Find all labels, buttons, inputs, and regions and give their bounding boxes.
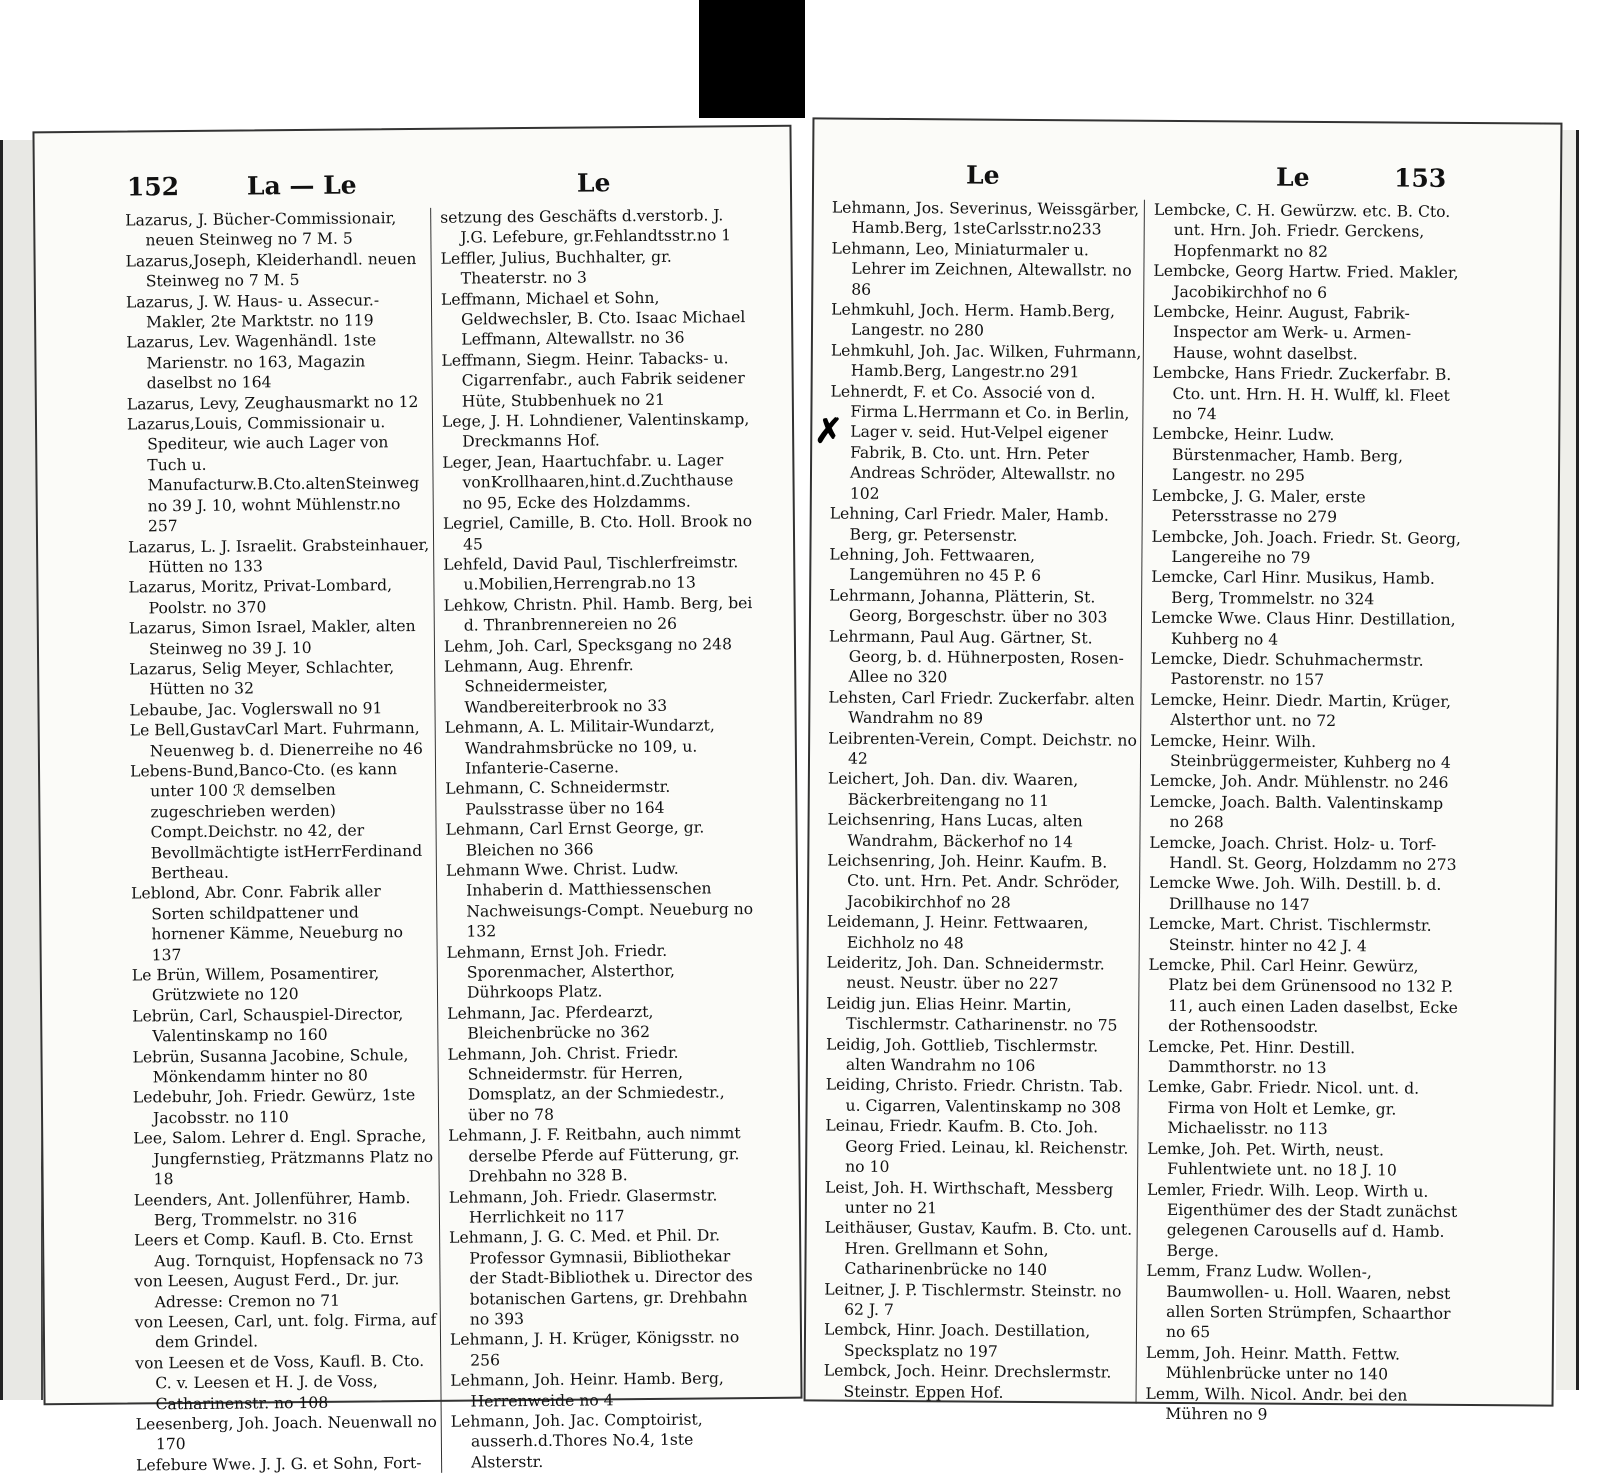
directory-entry: Lembcke, Hans Friedr. Zuckerfabr. B. Cto. unt. Hrn. H. H. Wulff, kl. Fleet no 74: [1152, 364, 1452, 424]
directory-entry: Lehmann Wwe. Christ. Ludw. Inhaberin d. Matthiessenschen Nachweisungs-Compt. Neueburg no 132: [445, 859, 754, 941]
directory-entry: Leitner, J. P. Tischlermstr. Steinstr. no 62 J. 7: [824, 1280, 1122, 1319]
directory-entry: Lebrün, Susanna Jacobine, Schule, Mönkendamm hinter no 80: [132, 1045, 409, 1087]
directory-entry: Lehmann, Jac. Pferdearzt, Bleichenbrücke no 362: [447, 1002, 654, 1043]
directory-entry: Leiding, Christo. Friedr. Christn. Tab. u. Cigarren, Valentinskamp no 308: [825, 1075, 1124, 1117]
spine-shadow: [699, 0, 805, 118]
directory-entry: Lazarus, Lev. Wagenhändl. 1ste Marienstr. no 163, Magazin daselbst no 164: [126, 331, 377, 393]
directory-entry: Lemcke Wwe. Joh. Wilh. Destill. b. d. Drillhause no 147: [1149, 874, 1442, 914]
directory-entry: Le Bell,GustavCarl Mart. Fuhrmann, Neuenweg b. d. Dienerreihe no 46: [129, 719, 424, 760]
directory-entry: Lemm, Franz Ludw. Wollen-, Baumwollen- u. Holl. Waaren, nebst allen Sorten Strümpfen, Schaarthor no 65: [1146, 1261, 1451, 1342]
left-col-1: [125, 208, 442, 1476]
directory-entry: Lehning, Carl Friedr. Maler, Hamb. Berg, gr. Petersenstr.: [829, 504, 1109, 545]
directory-entry: Lembcke, Georg Hartw. Fried. Makler, Jacobikirchhof no 6: [1153, 262, 1459, 302]
directory-entry: Lehm, Joh. Carl, Specksgang no 248: [443, 634, 733, 656]
directory-entry: Lehmann, J. H. Krüger, Königsstr. no 256: [449, 1328, 740, 1370]
directory-entry: Lemke, Gabr. Friedr. Nicol. unt. d. Firma von Holt et Lemke, gr. Michaelisstr. no 113: [1147, 1078, 1420, 1139]
directory-entry: Leideritz, Joh. Dan. Schneidermstr. neust. Neustr. über no 227: [826, 953, 1105, 994]
directory-entry: Leenders, Ant. Jollenführer, Hamb. Berg, Trommelstr. no 316: [133, 1188, 411, 1230]
directory-entry: Le Brün, Willem, Posamentirer, Grützwiete no 120: [131, 964, 380, 1005]
directory-entry: Lazarus, L. J. Israelit. Grabsteinhauer, Hütten no 133: [128, 535, 430, 577]
margin-mark: ✗: [814, 411, 843, 452]
directory-entry: Lemm, Wilh. Nicol. Andr. bei den Mühren no 9: [1145, 1384, 1408, 1424]
left-col-2: [440, 205, 763, 1473]
directory-entry: Lazarus,Joseph, Kleiderhandl. neuen Steinweg no 7 M. 5: [125, 249, 417, 291]
directory-entry: Ledebuhr, Joh. Friedr. Gewürz, 1ste Jacobsstr. no 110: [132, 1086, 416, 1128]
header-range: La — Le: [246, 170, 357, 201]
directory-entry: Lemcke, Heinr. Wilh. Steinbrüggermeister, Kuhberg no 4: [1150, 731, 1451, 772]
directory-entry: Lehrmann, Paul Aug. Gärtner, St. Georg, b. d. Hühnerposten, Rosen-Allee no 320: [828, 627, 1124, 687]
directory-entry: Lemcke, Mart. Christ. Tischlermstr. Steinstr. hinter no 42 J. 4: [1148, 914, 1432, 955]
directory-entry: Lazarus, Moritz, Privat-Lombard, Poolstr. no 370: [128, 576, 393, 618]
directory-entry: Lefebure Wwe. J. J. G. et Sohn, Fort-: [136, 1453, 422, 1475]
directory-entry: Leibrenten-Verein, Compt. Deichstr. no 42: [828, 729, 1137, 768]
directory-entry: Lembcke, Heinr. August, Fabrik-Inspector am Werk- u. Armen-Hause, wohnt daselbst.: [1153, 302, 1412, 364]
directory-entry: Lembcke, J. G. Maler, erste Petersstrasse no 279: [1151, 486, 1366, 527]
directory-entry: Lehmkuhl, Joch. Herm. Hamb.Berg, Langestr. no 280: [831, 300, 1116, 341]
directory-entry: Leidig, Joh. Gottlieb, Tischlermstr. alten Wandrahm no 106: [825, 1035, 1099, 1076]
directory-entry: Lazarus, J. W. Haus- u. Assecur.-Makler, 2te Marktstr. no 119: [125, 290, 380, 332]
header-center-right: Le: [965, 160, 1000, 190]
directory-entry: Lehmkuhl, Joh. Jac. Wilken, Fuhrmann, Hamb.Berg, Langestr.no 291: [830, 341, 1142, 382]
directory-entry: Legriel, Camille, B. Cto. Holl. Brook no 45: [442, 512, 753, 554]
header-right: Le: [1275, 162, 1310, 192]
directory-entry: Lembcke, C. H. Gewürzw. etc. B. Cto. unt. Hrn. Joh. Friedr. Gerckens, Hopfenmarkt no 82: [1153, 200, 1451, 261]
directory-entry: Lehmann, Joh. Heinr. Hamb. Berg, Herrenweide no 4: [450, 1369, 724, 1411]
directory-entry: Lehmann, A. L. Militair-Wundarzt, Wandrahmsbrücke no 109, u. Infanterie-Caserne.: [444, 716, 715, 778]
page-number-left: 152: [126, 172, 180, 202]
directory-entry: Lehmann, Carl Ernst George, gr. Bleichen no 366: [445, 818, 705, 860]
directory-entry: Leithäuser, Gustav, Kaufm. B. Cto. unt. Hren. Grellmann et Sohn, Catharinenbrücke no 140: [824, 1218, 1133, 1280]
directory-entry: Lemcke, Diedr. Schuhmachermstr. Pastorenstr. no 157: [1150, 649, 1424, 690]
directory-entry: Lemm, Joh. Heinr. Matth. Fettw. Mühlenbrücke unter no 140: [1145, 1343, 1401, 1384]
directory-entry: Leesenberg, Joh. Joach. Neuenwall no 170: [135, 1412, 437, 1454]
directory-entry: Lehmann, Ernst Joh. Friedr. Sporenmacher, Alsterthor, Dührkoops Platz.: [446, 941, 676, 1003]
directory-entry: Lazarus,Louis, Commissionair u. Spediteur, wie auch Lager von Tuch u. Manufacturw.B.Cto.altenSteinweg no 39 J. 10, wohnt Mühlenstr.no 257: [126, 413, 420, 536]
directory-entry: Lehnerdt, F. et Co. Associé von d. Firma L.Herrmann et Co. in Berlin, Lager v. seid. Hut-Velpel eigener Fabrik, B. Cto. unt. Hrn. Peter Andreas Schröder, Altewallstr. no 102: [830, 382, 1130, 503]
directory-entry: Lehmann, J. G. C. Med. et Phil. Dr. Professor Gymnasii, Bibliothekar der Stadt-Bibliothek u. Director des botanischen Gartens, gr. Drehbahn no 393: [449, 1226, 753, 1329]
directory-entry: Leers et Comp. Kaufl. B. Cto. Ernst Aug. Tornquist, Hopfensack no 73: [134, 1229, 424, 1271]
directory-entry: Leidemann, J. Heinr. Fettwaaren, Eichholz no 48: [826, 912, 1089, 953]
right-page: [804, 117, 1563, 1424]
directory-entry: Leffler, Julius, Buchhalter, gr. Theaterstr. no 3: [440, 247, 672, 288]
directory-entry: Lembcke, Joh. Joach. Friedr. St. Georg, Langereihe no 79: [1151, 527, 1461, 567]
directory-entry: Lemler, Friedr. Wilh. Leop. Wirth u. Eigenthümer des der Stadt zunächst gelegenen Carousells auf d. Hamb. Berge.: [1146, 1180, 1458, 1260]
directory-entry: Lazarus, Selig Meyer, Schlachter, Hütten no 32: [129, 658, 395, 699]
directory-entry: Lehsten, Carl Friedr. Zuckerfabr. alten Wandrahm no 89: [828, 688, 1135, 728]
directory-entry: Lemke, Joh. Pet. Wirth, neust. Fuhlentwiete unt. no 18 J. 10: [1147, 1139, 1397, 1180]
directory-entry: Leffmann, Michael et Sohn, Geldwechsler, B. Cto. Isaac Michael Leffmann, Altewallstr. no 36: [440, 288, 746, 350]
right-col-2: [1145, 200, 1466, 1427]
directory-entry: Lehmann, Jos. Severinus, Weissgärber, Hamb.Berg, 1steCarlsstr.no233: [831, 198, 1140, 239]
directory-entry: Lemcke, Joh. Andr. Mühlenstr. no 246: [1149, 772, 1449, 793]
directory-entry: Lemcke, Pet. Hinr. Destill. Dammthorstr. no 13: [1147, 1037, 1356, 1078]
directory-entry: Lemcke, Carl Hinr. Musikus, Hamb. Berg, Trommelstr. no 324: [1151, 568, 1435, 609]
directory-entry: Leger, Jean, Haartuchfabr. u. Lager vonKrollhaaren,hint.d.Zuchthause no 95, Ecke des Holzdamms.: [442, 451, 734, 513]
directory-entry: Leichsenring, Joh. Heinr. Kaufm. B. Cto. unt. Hrn. Pet. Andr. Schröder, Jacobikirchhof no 28: [827, 851, 1121, 912]
directory-entry: setzung des Geschäfts d.verstorb. J. J.G. Lefebure, gr.Fehlandtsstr.no 1: [440, 206, 732, 248]
directory-entry: Lazarus, J. Bücher-Commissionair, neuen Steinweg no 7 M. 5: [125, 209, 397, 250]
directory-entry: Leichsenring, Hans Lucas, alten Wandrahm, Bäckerhof no 14: [827, 810, 1083, 851]
directory-entry: Lehmann, Joh. Jac. Comptoirist, ausserh.d.Thores No.4, 1ste Alsterstr.: [450, 1410, 703, 1472]
directory-entry: von Leesen, August Ferd., Dr. jur. Adresse: Cremon no 71: [134, 1270, 400, 1311]
directory-entry: Lembcke, Heinr. Ludw. Bürstenmacher, Hamb. Berg, Langestr. no 295: [1152, 425, 1404, 486]
directory-entry: Lembck, Joch. Heinr. Drechslermstr. Steinstr. Eppen Hof.: [823, 1361, 1112, 1402]
directory-entry: Lehmann, Aug. Ehrenfr. Schneidermeister, Wandbereiterbrook no 33: [444, 656, 668, 717]
directory-entry: Lehkow, Christn. Phil. Hamb. Berg, bei d. Thranbrennereien no 26: [443, 593, 753, 635]
directory-entry: Lazarus, Levy, Zeughausmarkt no 12: [126, 392, 419, 414]
directory-entry: Leblond, Abr. Conr. Fabrik aller Sorten schildpattener und hornener Kämme, Neueburg no 137: [131, 882, 404, 964]
directory-entry: Leist, Joh. H. Wirthschaft, Messberg unter no 21: [824, 1178, 1114, 1218]
page-number-right: 153: [1393, 163, 1447, 193]
directory-entry: Leffmann, Siegm. Heinr. Tabacks- u. Cigarrenfabr., auch Fabrik seidener Hüte, Stubbenhuek no 21: [441, 349, 745, 411]
directory-entry: Lee, Salom. Lehrer d. Engl. Sprache, Jungfernstieg, Prätzmanns Platz no 18: [133, 1127, 434, 1189]
directory-entry: Leichert, Joh. Dan. div. Waaren, Bäckerbreitengang no 11: [827, 769, 1079, 810]
directory-entry: Lemcke, Phil. Carl Heinr. Gewürz, Platz bei dem Grünensood no 132 P. 11, auch einen Laden daselbst, Ecke der Rothensoodstr.: [1148, 955, 1458, 1037]
directory-entry: Lembck, Hinr. Joach. Destillation, Specksplatz no 197: [823, 1320, 1091, 1361]
directory-entry: Lazarus, Simon Israel, Makler, alten Steinweg no 39 J. 10: [128, 617, 416, 658]
directory-entry: Lehfeld, David Paul, Tischlerfreimstr. u.Mobilien,Herrengrab.no 13: [443, 553, 739, 594]
directory-entry: Lehrmann, Johanna, Plätterin, St. Georg, Borgeschstr. über no 303: [829, 586, 1108, 627]
header-center-left: Le: [576, 168, 611, 198]
directory-entry: Lebaube, Jac. Voglerswall no 91: [129, 699, 383, 720]
directory-entry: Lemcke, Heinr. Diedr. Martin, Krüger, Alsterthor unt. no 72: [1150, 690, 1452, 731]
directory-entry: Lehning, Joh. Fettwaaren, Langemühren no 45 P. 6: [829, 545, 1042, 586]
directory-entry: Lehmann, J. F. Reitbahn, auch nimmt derselbe Pferde auf Fütterung, gr. Drehbahn no 328 B.: [448, 1124, 741, 1186]
directory-entry: Lebrün, Carl, Schauspiel-Director, Valentinskamp no 160: [132, 1004, 404, 1046]
directory-entry: Lehmann, Joh. Christ. Friedr. Schneidermstr. für Herren, Domsplatz, an der Schmiedestr., über no 78: [447, 1043, 725, 1125]
directory-entry: Lemcke Wwe. Claus Hinr. Destillation, Kuhberg no 4: [1150, 608, 1456, 649]
directory-entry: von Leesen, Carl, unt. folg. Firma, auf dem Grindel.: [134, 1310, 437, 1352]
directory-entry: Lege, J. H. Lohndiener, Valentinskamp, Dreckmanns Hof.: [441, 410, 750, 452]
directory-entry: Lebens-Bund,Banco-Cto. (es kann unter 100 ℛ demselben zugeschrieben werden) Compt.Deichstr. no 42, der Bevollmächtigte istHerrFerdinand Bertheau.: [129, 760, 423, 883]
directory-entry: von Leesen et de Voss, Kaufl. B. Cto. C. v. Leesen et H. J. de Voss, Catharinenstr. no 108: [135, 1351, 425, 1413]
directory-entry: Leidig jun. Elias Heinr. Martin, Tischlermstr. Catharinenstr. no 75: [826, 994, 1118, 1035]
directory-entry: Lehmann, Joh. Friedr. Glasermstr. Herrlichkeit no 117: [448, 1185, 718, 1227]
directory-entry: Lehmann, Leo, Miniaturmaler u. Lehrer im Zeichnen, Altewallstr. no 86: [831, 239, 1132, 299]
directory-entry: Lemcke, Joach. Christ. Holz- u. Torf-Handl. St. Georg, Holzdamm no 273: [1149, 833, 1457, 874]
directory-entry: Lemcke, Joach. Balth. Valentinskamp no 268: [1149, 792, 1444, 832]
right-col-1: [824, 198, 1145, 1404]
directory-entry: Leinau, Friedr. Kaufm. B. Cto. Joh. Georg Fried. Leinau, kl. Reichenstr. no 10: [825, 1116, 1129, 1177]
directory-entry: Lehmann, C. Schneidermstr. Paulsstrasse über no 164: [445, 778, 671, 819]
left-page: [32, 125, 802, 1475]
